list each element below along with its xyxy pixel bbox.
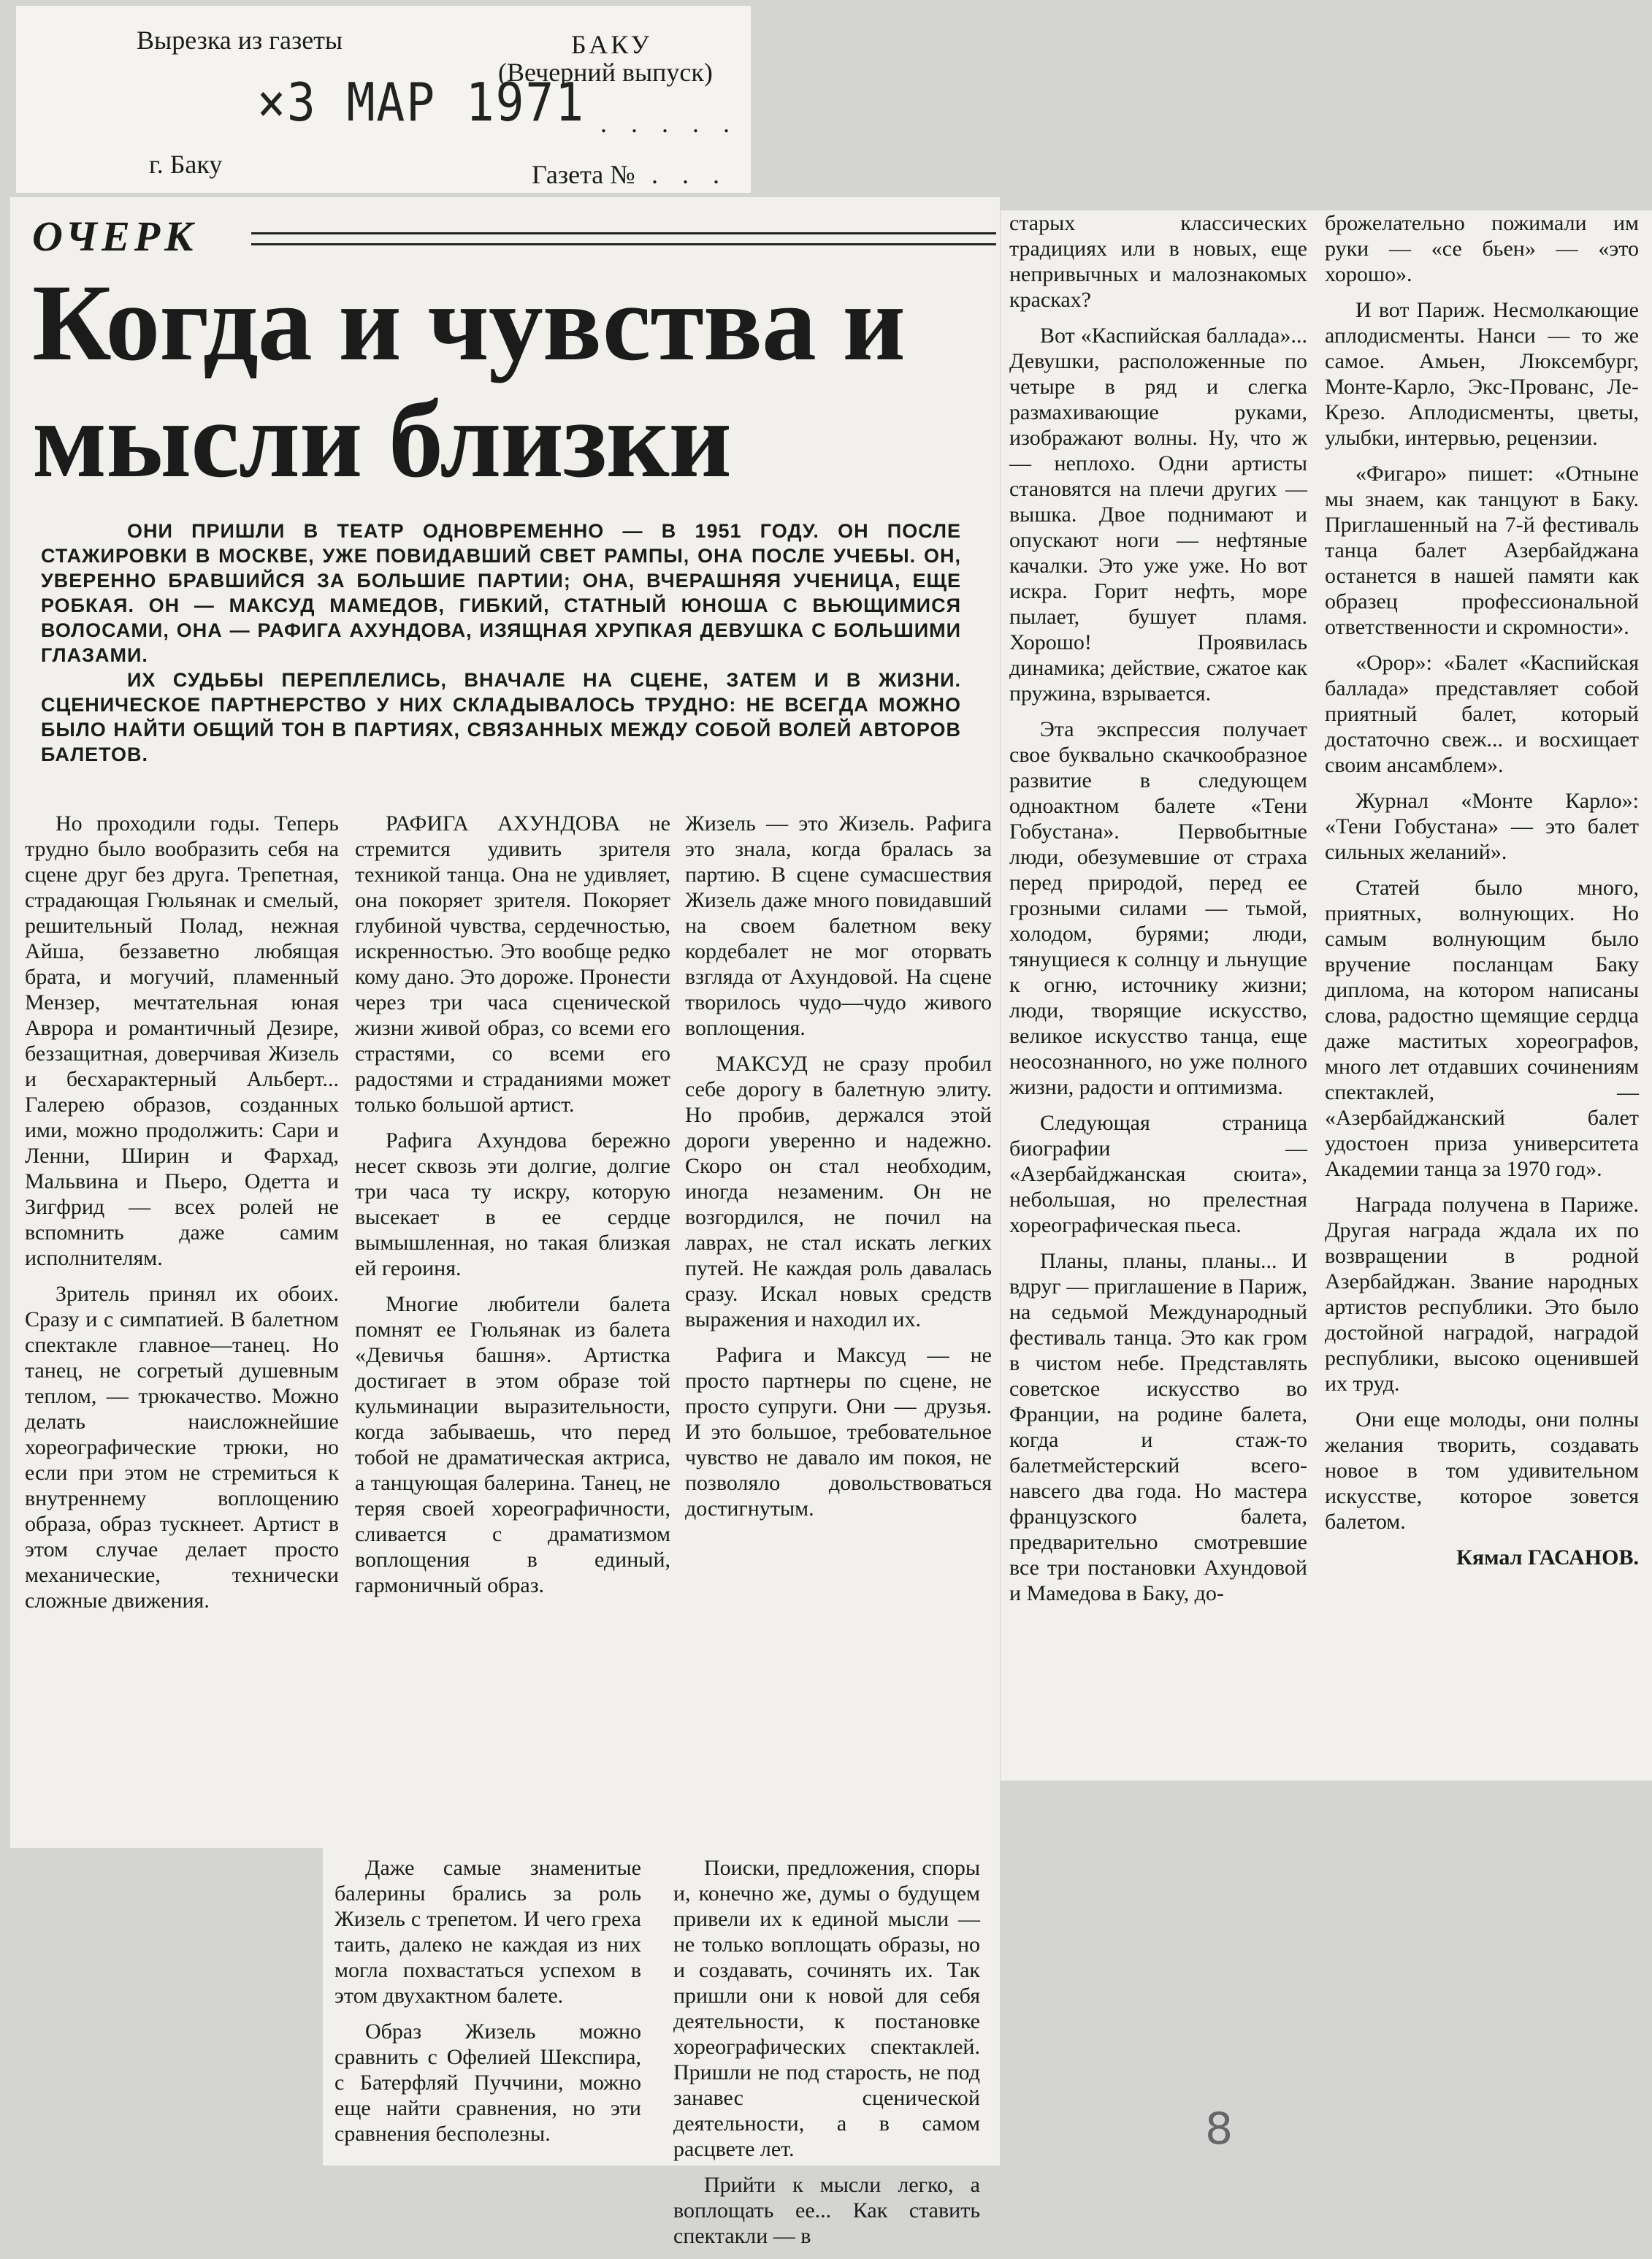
- article-paragraph: И вот Париж. Несмолкающие аплодисменты. Нанси — то же самое. Амьен, Люксембург, Монте-Карло, Экс-Прованс, Ле-Крезо. Аплодисменты, цветы, улыбки, интервью, рецензии.: [1325, 298, 1639, 450]
- date-dots: . . . . .: [600, 109, 738, 138]
- gazette-number-label: Газета №: [532, 160, 635, 189]
- article-paragraph: Даже самые знаменитые балерины брались за роль Жизель с трепетом. И чего греха таить, далеко не каждая из них могла похвастаться успехом в этом двухактном балете.: [334, 1856, 641, 2008]
- article-column-5: [1325, 210, 1639, 1580]
- article-column-2-continued: [334, 1855, 641, 2157]
- article-paragraph: Следующая страница биографии — «Азербайджанская сюита», небольшая, но прелестная хореографическая пьеса.: [1009, 1111, 1307, 1237]
- gazette-number-dots: . . .: [651, 160, 728, 189]
- article-paragraph: Образ Жизель можно сравнить с Офелией Шекспира, с Батерфляй Пуччини, можно еще найти сравнения, но эти сравнения бесполезны.: [334, 2019, 641, 2146]
- article-paragraph: брожелательно пожимали им руки — «се бьен» — «это хорошо».: [1325, 211, 1639, 286]
- article-paragraph: Многие любители балета помнят ее Гюльянак из балета «Девичья башня». Артистка достигает в этом образе той кульминации выразительности, когда забываешь, что перед тобой не драматическая актриса, а танцующая балерина. Танец, не теряя своей хореографичности, сливается с драматизмом воплощения в единый, гармоничный образ.: [355, 1292, 670, 1597]
- article-author: Кямал ГАСАНОВ.: [1456, 1545, 1639, 1570]
- article-paragraph: Они еще молоды, они полны желания творить, создавать новое в том удивительном искусстве, которое зовется балетом.: [1325, 1407, 1639, 1534]
- article-bottom-clipping: [323, 1848, 1000, 2248]
- article-main-clipping: [10, 197, 1000, 1848]
- date-stamp-text: 3 МАР 1971: [286, 72, 585, 133]
- article-column-5-clipping: [1315, 210, 1652, 1781]
- article-rubric: ОЧЕРК: [32, 213, 198, 260]
- lead-paragraph: ИХ СУДЬБЫ ПЕРЕПЛЕЛИСЬ, ВНАЧАЛЕ НА СЦЕНЕ, ЗАТЕМ И В ЖИЗНИ. СЦЕНИЧЕСКОЕ ПАРТНЕРСТВО У НИХ СКЛАДЫВАЛОСЬ ТРУДНО: НЕ ВСЕГДА МОЖНО БЫЛО НАЙТИ ОБЩИЙ ТОН В ПАРТИЯХ, СВЯЗАННЫХ МЕЖДУ СОБОЙ ВОЛЕЙ АВТОРОВ БАЛЕТОВ.: [41, 669, 961, 765]
- article-paragraph: «Орор»: «Балет «Каспийская баллада» представляет собой приятный балет, который достаточно свеж... и восхищает своим ансамблем».: [1325, 651, 1639, 777]
- article-paragraph: Награда получена в Париже. Другая награда ждала их по возвращении в родной Азербайджан. Звание народных артистов республики. Это было достойной наградой, наградой республики, высоко оценившей их труд.: [1325, 1193, 1639, 1396]
- article-paragraph: Статей было много, приятных, волнующих. Но самым волнующим было вручение посланцам Баку диплома, на котором написаны слова, радостно щемящие сердца даже маститых хореографов, много лет отдавших сочинениям спектаклей, — «Азербайджанский балет удостоен приза университета Академии танца за 1970 год».: [1325, 876, 1639, 1181]
- article-paragraph: Планы, планы, планы... И вдруг — приглашение в Париж, на седьмой Международный фестиваль танца. Это как гром в чистом небе. Представлять советское искусство во Франции, на родине балета, когда и стаж-то балетмейстерский всего-навсего два года. Но мастера французского балета, предварительно смотревшие все три постановки Ахундовой и Мамедова в Баку, до-: [1009, 1249, 1307, 1605]
- article-paragraph: РАФИГА АХУНДОВА не стремится удивить зрителя техникой танца. Она не удивляет, она покоряет зрителя. Покоряет глубиной чувства, сердечностью, искренностью. Это вообще редко кому дано. Это дороже. Пронести через три часа сценической жизни живой образ, со всеми его страстями, со всеми его радостями и страданиями может только большой артист.: [355, 811, 670, 1117]
- article-column-4-clipping: [1001, 210, 1315, 1781]
- clipping-label-text: Вырезка из газеты: [137, 26, 343, 55]
- city-label: г. Баку: [149, 150, 223, 179]
- article-column-2: [355, 811, 670, 1608]
- article-paragraph: Жизель — это Жизель. Рафига это знала, когда бралась за партию. В сцене сумасшествия Жизель даже много повидавший на своем балетном веку кордебалет не мог оторвать взгляда от Ахундовой. На сцене творилось чудо—чудо живого воплощения.: [685, 811, 992, 1040]
- article-paragraph: «Фигаро» пишет: «Отныне мы знаем, как танцуют в Баку. Приглашенный на 7-й фестиваль танца балет Азербайджана останется в нашей памяти как образец профессиональной ответственности и скромности».: [1325, 462, 1639, 639]
- article-paragraph: Рафига и Максуд — не просто партнеры по сцене, не просто супруги. Они — друзья. И это большое, требовательное чувство не давало им покоя, не позволяло довольствоваться достигнутым.: [685, 1343, 992, 1521]
- clipping-label: [16, 6, 751, 193]
- article-paragraph: Зритель принял их обоих. Сразу и с симпатией. В балетном спектакле главное—танец. Но танец, не согретый душевным теплом, — трюкачество. Можно делать наисложнейшие хореографические трюки, но если при этом не стремиться к внутреннему воплощению образа, образ тускнеет. Артист в этом случае делает просто механические, технически сложные движения.: [25, 1282, 339, 1613]
- article-column-3-continued: [673, 1855, 980, 2259]
- clipping-date-stamp: ×3 МАР 1971: [257, 72, 585, 133]
- article-paragraph: старых классических традициях или в новых, еще непривычных и малознакомых красках?: [1009, 211, 1307, 312]
- article-paragraph: Поиски, предложения, споры и, конечно же, думы о будущем привели их к единой мысли — не только воплощать образы, но и создавать, сочинять их. Так пришли они к новой для себя деятельности, к постановке хореографических спектаклей. Пришли не под старость, не под занавес сценической деятельности, а в самом расцвете лет.: [673, 1856, 980, 2161]
- newspaper-name: БАКУ: [571, 30, 652, 59]
- article-lead: [41, 519, 961, 767]
- article-column-4: [1009, 210, 1307, 1616]
- article-paragraph: Прийти к мысли легко, а воплощать ее... Как ставить спектакли — в: [673, 2173, 980, 2248]
- lead-paragraph: ОНИ ПРИШЛИ В ТЕАТР ОДНОВРЕМЕННО — В 1951 ГОДУ. ОН ПОСЛЕ СТАЖИРОВКИ В МОСКВЕ, УЖЕ ПОВИДАВШИЙ СВЕТ РАМПЫ, ОНА ПОСЛЕ УЧЕБЫ. ОН, УВЕРЕННО БРАВШИЙСЯ ЗА БОЛЬШИЕ ПАРТИИ; ОНА, ВЧЕРАШНЯЯ УЧЕНИЦА, ЕЩЕ РОБКАЯ. ОН — МАКСУД МАМЕДОВ, ГИБКИЙ, СТАТНЫЙ ЮНОША С ВЬЮЩИМИСЯ ВОЛОСАМИ, ОНА — РАФИГА АХУНДОВА, ИЗЯЩНАЯ ХРУПКАЯ ДЕВУШКА С БОЛЬШИМИ ГЛАЗАМИ.: [41, 520, 961, 666]
- article-column-3: [685, 811, 992, 1532]
- article-paragraph: Вот «Каспийская баллада»... Девушки, расположенные по четыре в ряд и слегка размахивающие руками, изображают волны. Ну, что ж — неплохо. Одни артисты становятся на плечи других — вышка. Двое поднимают и опускают ноги — нефтяные качалки. Это уже уже. Но вот искра. Горит нефть, море пылает, бушует пламя. Хорошо! Проявилась динамика; действие, сжатое как пружина, взрывается.: [1009, 324, 1307, 706]
- handwritten-page-mark: 8: [1205, 2103, 1234, 2155]
- article-headline: Когда и чувства и мысли близки: [32, 262, 905, 500]
- article-paragraph: Но проходили годы. Теперь трудно было вообразить себя на сцене друг без друга. Трепетная, страдающая Гюльянак и смелый, решительный Полад, нежная Айша, беззаветно любящая брата, и могучий, пламенный Мензер, мечтательная юная Аврора и романтичный Дезире, беззащитная, доверчивая Жизель и бесхарактерный Альберт... Галерею образов, созданных ими, можно продолжить: Сари и Ленни, Ширин и Фархад, Мальвина и Пьеро, Одетта и Зигфрид — всех ролей не вспомнить даже самим исполнителям.: [25, 811, 339, 1270]
- article-paragraph: Журнал «Монте Карло»: «Тени Гобустана» — это балет сильных желаний».: [1325, 789, 1639, 864]
- rubric-rule: [251, 232, 996, 245]
- article-paragraph: МАКСУД не сразу пробил себе дорогу в балетную элиту. Но пробив, держался этой дороги уверенно и надежно. Скоро он стал необходим, иногда незаменим. Он не возгордился, не почил на лаврах, не стал искать легких путей. Не каждая роль давалась сразу. Искал новых средств выражения и находил их.: [685, 1052, 992, 1331]
- article-paragraph: Эта экспрессия получает свое буквально скачкообразное развитие в следующем одноактном балете «Тени Гобустана». Первобытные люди, обезумевшие от страха перед природой, перед ее грозными силами — тьмой, холодом, бурями; люди, тянущиеся к солнцу и льнущие к огню, источнику жизни; люди, творящие искусство, великое искусство танца, еще неосознанного, но уже полного жизни, радости и оптимизма.: [1009, 717, 1307, 1099]
- newspaper-edition: (Вечерний выпуск): [498, 58, 713, 87]
- article-paragraph: Рафига Ахундова бережно несет сквозь эти долгие, долгие три часа ту искру, которую высекает в ее сердце вымышленная, но такая близкая ей героиня.: [355, 1128, 670, 1280]
- article-column-1: [25, 811, 339, 1624]
